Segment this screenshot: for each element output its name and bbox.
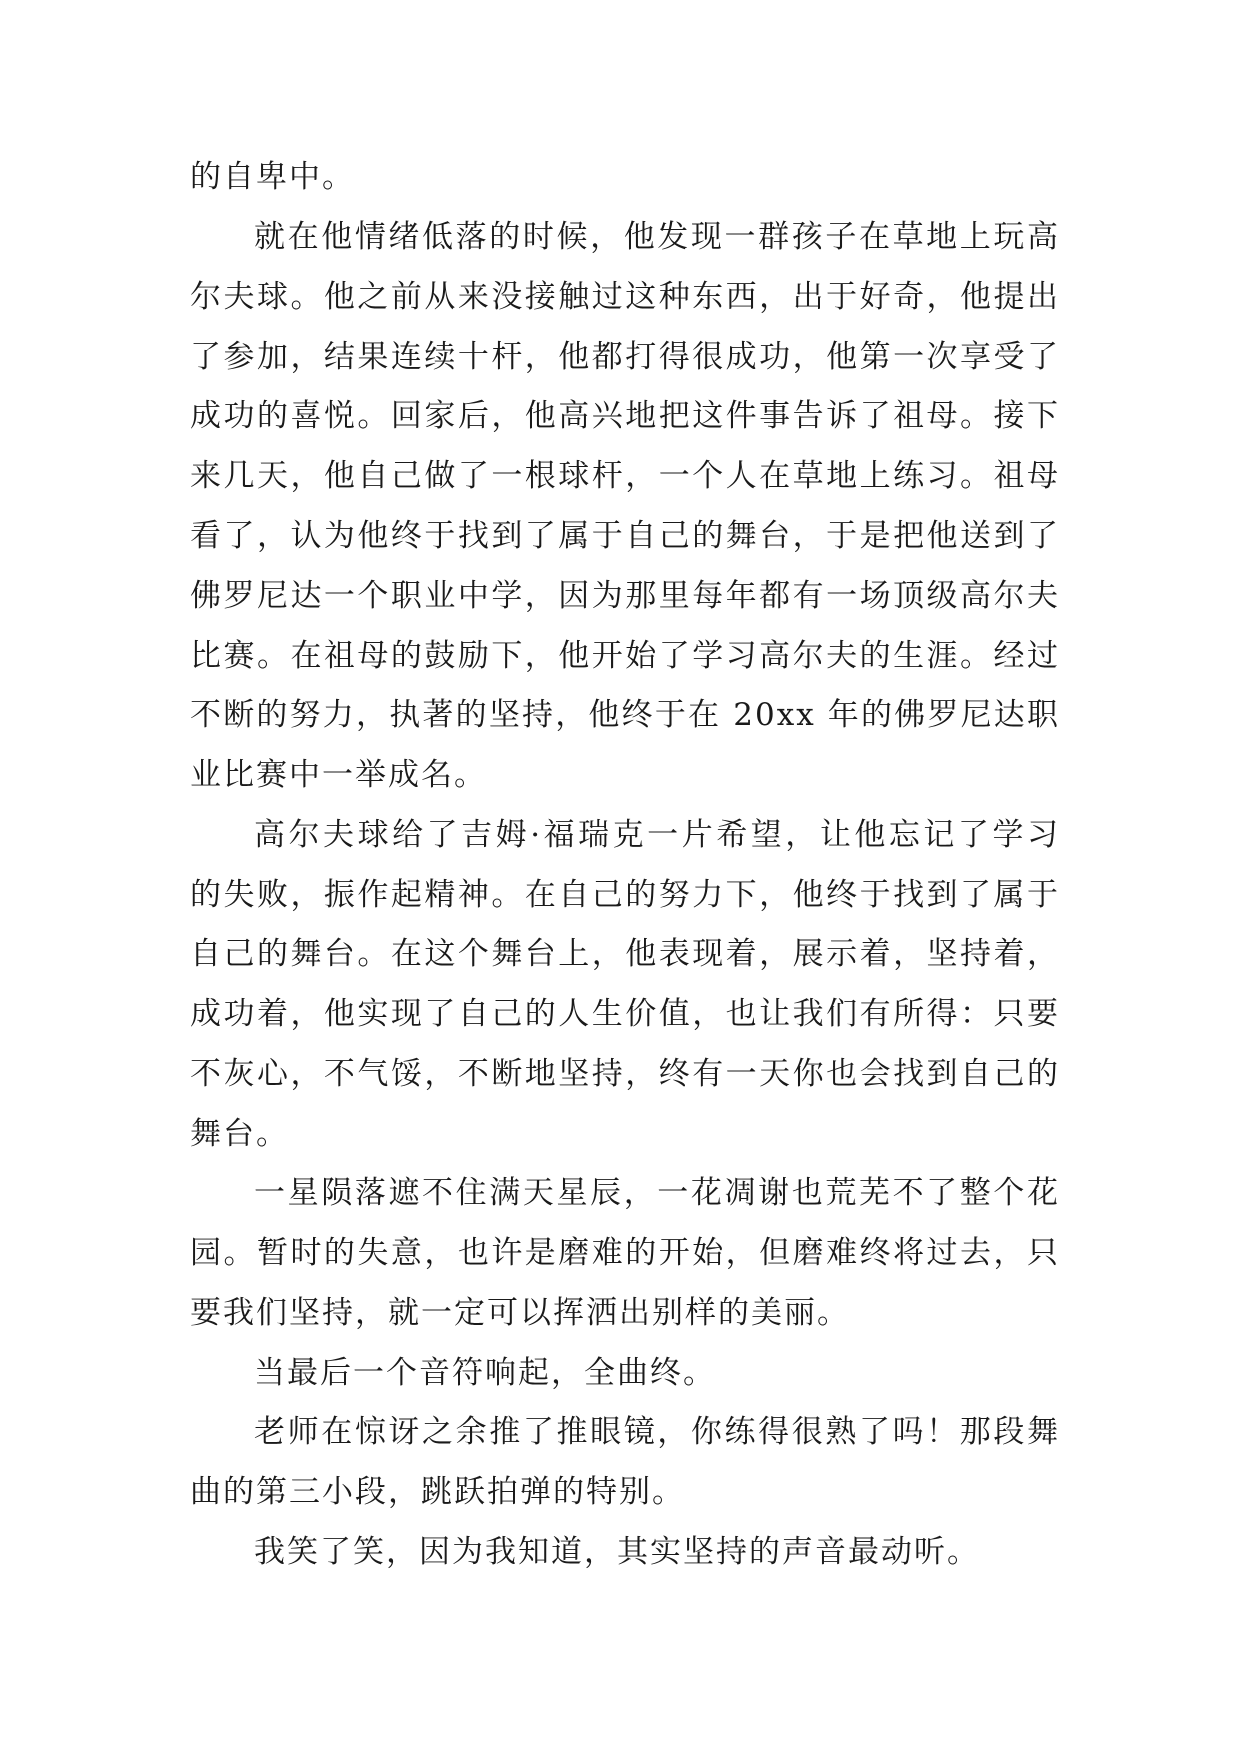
text-line: 不断的努力，执著的坚持，他终于在 20xx 年的佛罗尼达职 [190, 697, 1060, 733]
text-line: 看了，认为他终于找到了属于自己的舞台，于是把他送到了 [190, 518, 1060, 554]
text-line: 我笑了笑，因为我知道，其实坚持的声音最动听。 [254, 1534, 980, 1570]
text-line: 园。暂时的失意，也许是磨难的开始，但磨难终将过去，只 [190, 1235, 1060, 1271]
text-line: 了参加，结果连续十杆，他都打得很成功，他第一次享受了 [190, 339, 1060, 375]
text-line: 就在他情绪低落的时候，他发现一群孩子在草地上玩高 [254, 219, 1060, 255]
text-line: 的失败，振作起精神。在自己的努力下，他终于找到了属于 [190, 877, 1060, 913]
text-line: 自己的舞台。在这个舞台上，他表现着，展示着，坚持着， [190, 936, 1060, 972]
text-line: 的自卑中。 [190, 159, 355, 195]
text-line: 高尔夫球给了吉姆·福瑞克一片希望，让他忘记了学习 [254, 817, 1060, 853]
text-line: 舞台。 [190, 1116, 289, 1152]
text-line: 成功着，他实现了自己的人生价值，也让我们有所得：只要 [190, 996, 1060, 1032]
text-line: 老师在惊讶之余推了推眼镜，你练得很熟了吗！那段舞 [254, 1414, 1060, 1450]
text-line: 一星陨落遮不住满天星辰，一花凋谢也荒芜不了整个花 [254, 1175, 1060, 1211]
text-line: 要我们坚持，就一定可以挥洒出别样的美丽。 [190, 1295, 850, 1331]
text-line: 成功的喜悦。回家后，他高兴地把这件事告诉了祖母。接下 [190, 398, 1060, 434]
text-line: 业比赛中一举成名。 [190, 757, 487, 793]
text-line: 曲的第三小段，跳跃拍弹的特别。 [190, 1474, 685, 1510]
text-line: 不灰心，不气馁，不断地坚持，终有一天你也会找到自己的 [190, 1056, 1060, 1092]
text-line: 尔夫球。他之前从来没接触过这种东西，出于好奇，他提出 [190, 279, 1060, 315]
text-line: 佛罗尼达一个职业中学，因为那里每年都有一场顶级高尔夫 [190, 578, 1060, 614]
text-line: 比赛。在祖母的鼓励下，他开始了学习高尔夫的生涯。经过 [190, 638, 1060, 674]
text-line: 来几天，他自己做了一根球杆，一个人在草地上练习。祖母 [190, 458, 1060, 494]
text-line: 当最后一个音符响起，全曲终。 [254, 1355, 716, 1391]
